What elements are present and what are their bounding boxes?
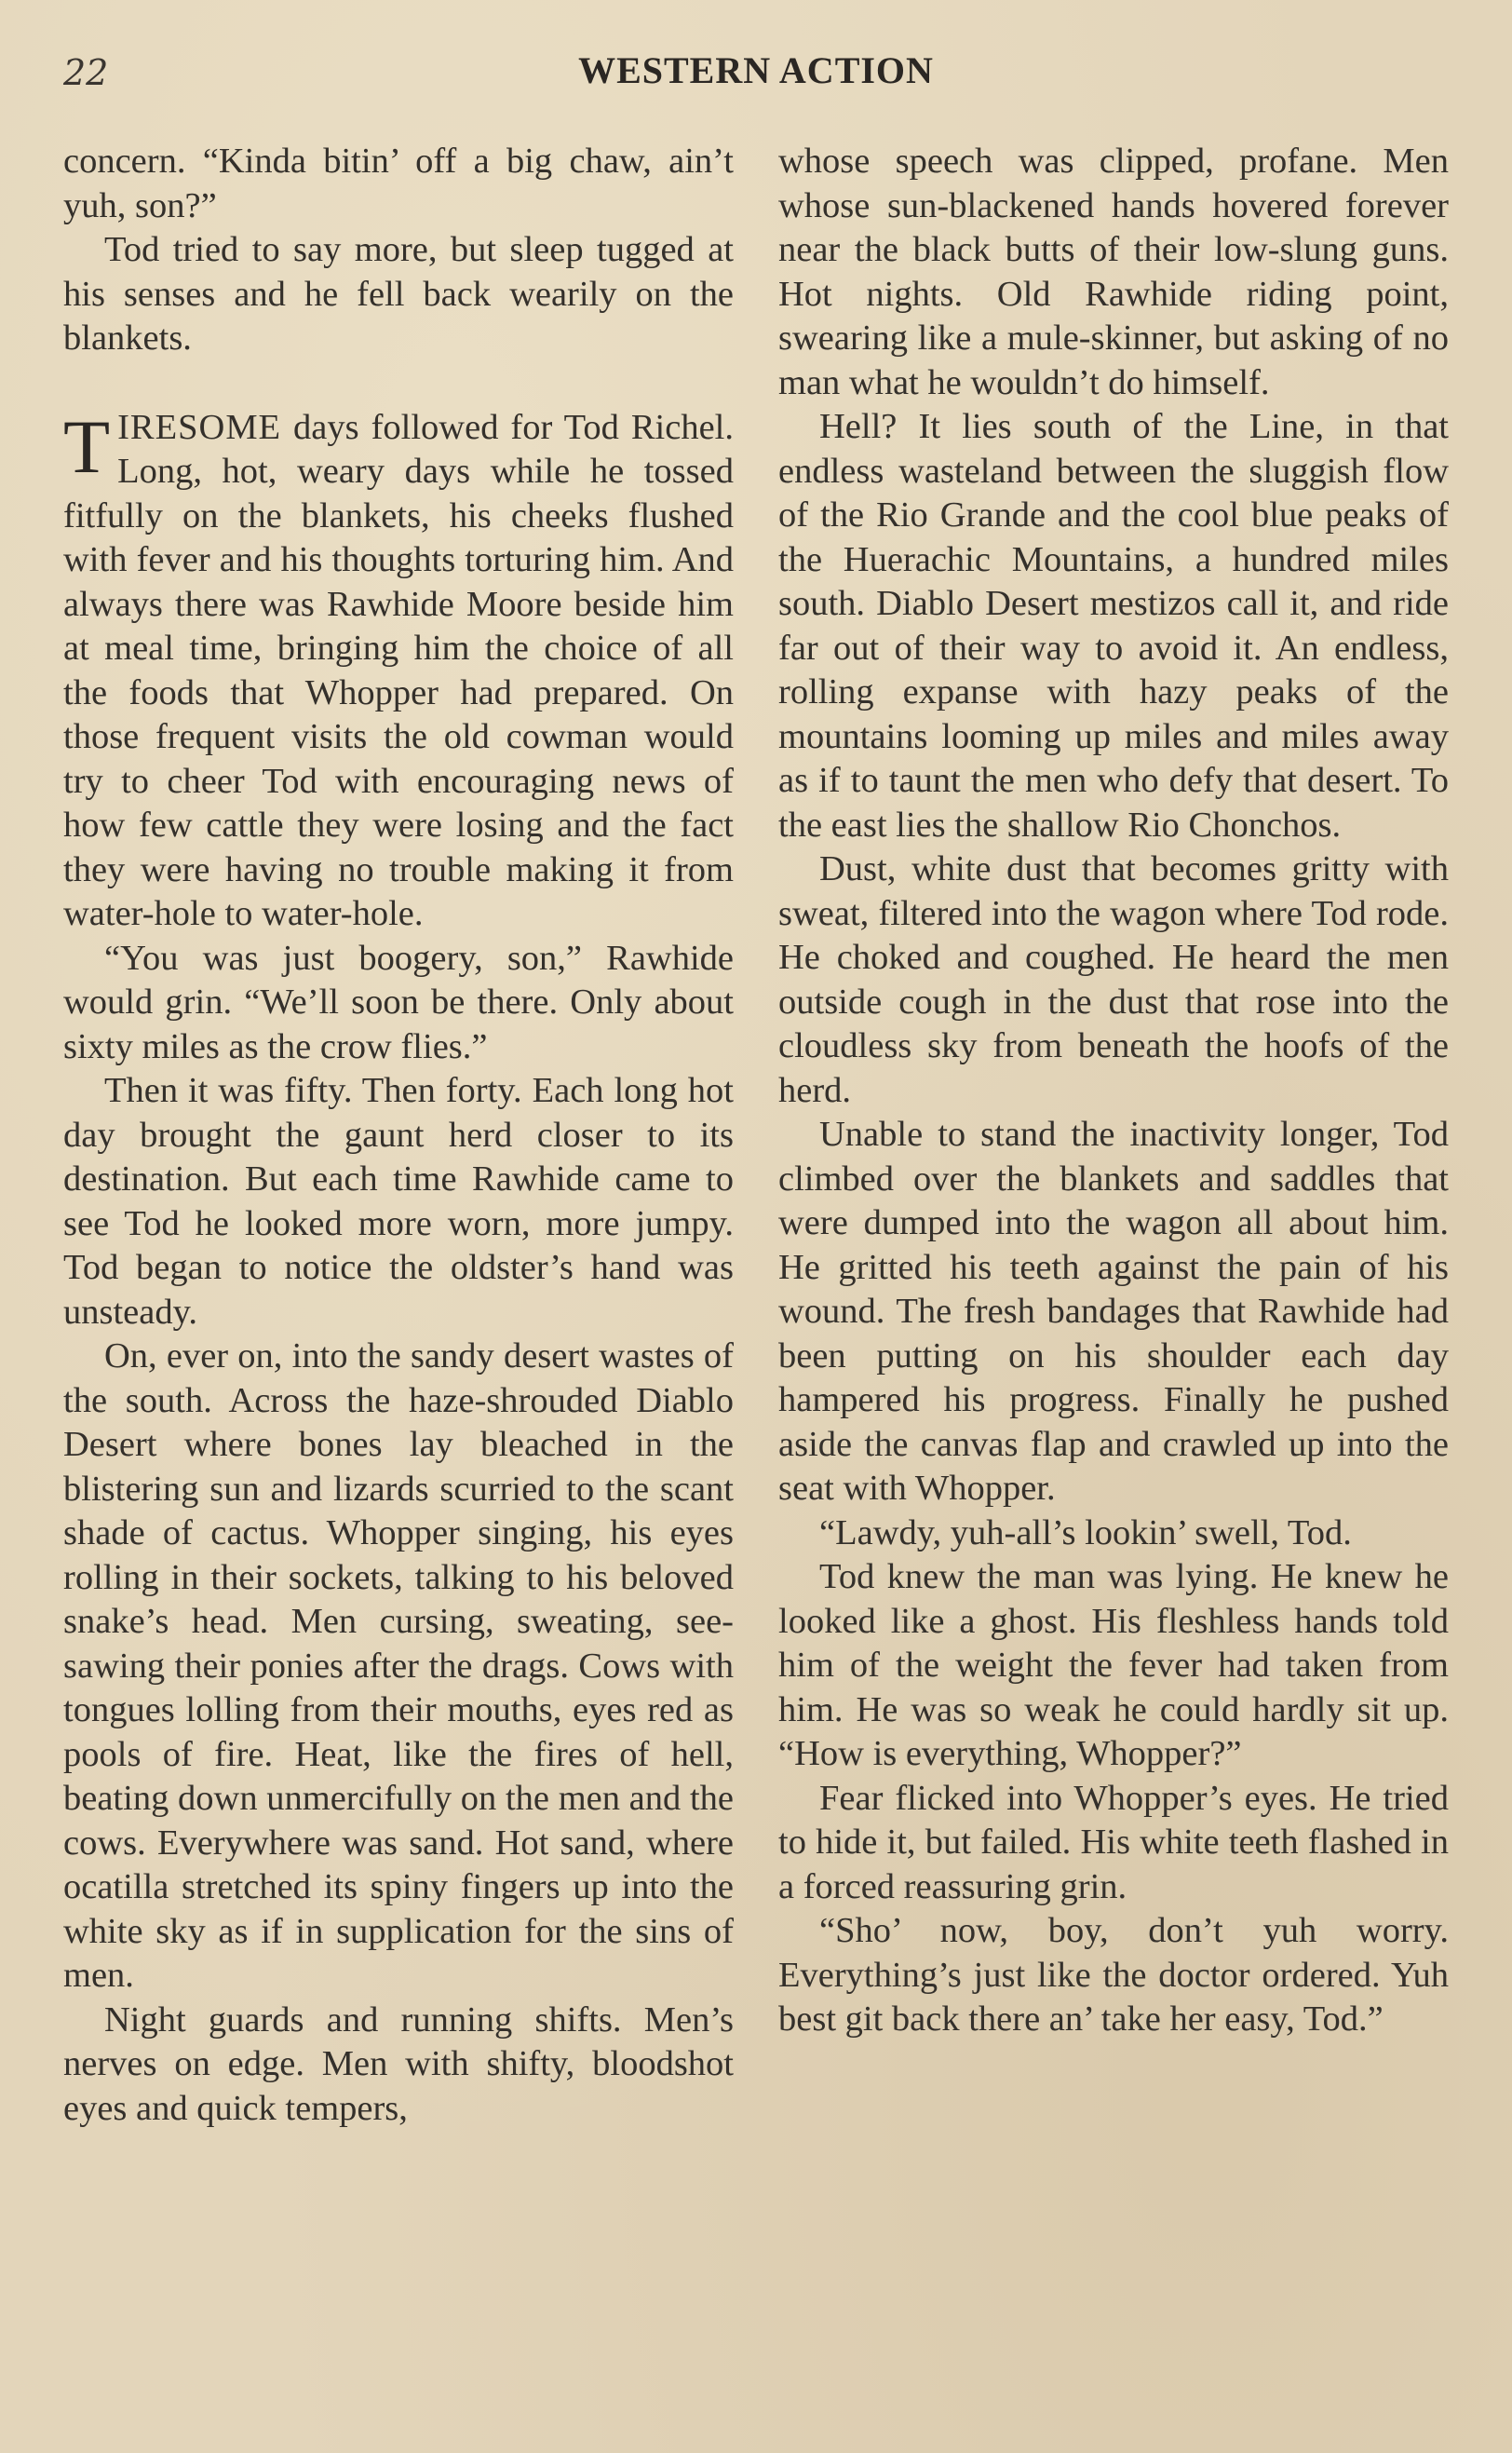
paragraph: “Lawdy, yuh-all’s lookin’ swell, Tod. — [819, 1512, 1352, 1552]
opening-word: IRESOME — [117, 407, 282, 447]
paragraph-text: days followed for Tod Richel. Long, hot, weary days while he tossed fitfully on the blankets, his cheeks flushed with fever and his thoughts torturing him. And always there was Rawhide Moore beside him at meal time, bringing him the choice of all the foods that Whopper had prepared. On those frequent visits the old cowman would try to cheer Tod with encouraging news of how few cattle they were losing and the fact they were having no trouble making it from water-hole to water-hole. — [63, 407, 734, 933]
paragraph: Fear flicked into Whopper’s eyes. He tried to hide it, but failed. His white teeth flashed in a forced reassuring grin. — [778, 1778, 1449, 1906]
left-column — [63, 140, 734, 2131]
paragraph: whose speech was clipped, profane. Men whose sun-blackened hands hovered forever near the black butts of their low-slung guns. Hot nights. Old Rawhide riding point, swearing like a mule-skinner, but asking of no man what he wouldn’t do himself. — [778, 142, 1449, 402]
paragraph: Then it was fifty. Then forty. Each long hot day brought the gaunt herd closer to its destination. But each time Rawhide came to see Tod he looked more worn, more jumpy. Tod began to notice the oldster’s hand was unsteady. — [63, 1071, 734, 1332]
page-number: 22 — [63, 52, 109, 93]
drop-cap: T — [63, 403, 111, 489]
paragraph: “You was just boogery, son,” Rawhide would grin. “We’ll soon be there. Only about sixty miles as the crow flies.” — [63, 938, 734, 1066]
paragraph: Tod knew the man was lying. He knew he looked like a ghost. His fleshless hands told him of the weight the fever had taken from him. He was so weak he could hardly sit up. “How is everything, Whopper?” — [778, 1557, 1449, 1773]
paragraph: Tod tried to say more, but sleep tugged at his senses and he fell back wearily on the blankets. — [63, 230, 734, 358]
paragraph: On, ever on, into the sandy desert wastes of the south. Across the haze-shrouded Diablo Desert where bones lay bleached in the blistering sun and lizards scurried to the scant shade of cactus. Whopper singing, his eyes rolling in their sockets, talking to his beloved snake’s head. Men cursing, sweating, see-sawing their ponies after the drags. Cows with tongues lolling from their mouths, eyes red as pools of fire. Heat, like the fires of hell, beating down unmercifully on the men and the cows. Everywhere was sand. Hot sand, where ocatilla stretched its spiny fingers up into the white sky as if in supplication for the sins of men. — [63, 1336, 734, 1995]
section-opening-paragraph — [63, 403, 734, 937]
page-header — [0, 47, 1512, 102]
paragraph: concern. “Kinda bitin’ off a big chaw, ain’t yuh, son?” — [63, 142, 734, 225]
paragraph: Dust, white dust that becomes gritty with sweat, filtered into the wagon where Tod rode. He choked and coughed. He heard the men outside cough in the dust that rose into the cloudless sky from beneath the hoofs of the herd. — [778, 849, 1449, 1110]
right-column — [778, 140, 1449, 2042]
paragraph: “Sho’ now, boy, don’t yuh worry. Everything’s just like the doctor ordered. Yuh best git back there an’ take her easy, Tod.” — [778, 1911, 1449, 2039]
running-head-title: WESTERN ACTION — [578, 49, 934, 91]
paragraph: Hell? It lies south of the Line, in that endless wasteland between the sluggish flow of the Rio Grande and the cool blue peaks of the Huerachic Mountains, a hundred miles south. Diablo Desert mestizos call it, and ride far out of their way to avoid it. An endless, rolling expanse with hazy peaks of the mountains looming up miles and miles away as if to taunt the men who defy that desert. To the east lies the shallow Rio Chonchos. — [778, 407, 1449, 845]
paragraph: Night guards and running shifts. Men’s nerves on edge. Men with shifty, bloodshot eyes and quick tempers, — [63, 1999, 734, 2128]
paragraph: Unable to stand the inactivity longer, Tod climbed over the blankets and saddles that were dumped into the wagon all about him. He gritted his teeth against the pain of his wound. The fresh bandages that Rawhide had been putting on his shoulder each day hampered his progress. Finally he pushed aside the canvas flap and crawled up into the seat with Whopper. — [778, 1115, 1449, 1508]
